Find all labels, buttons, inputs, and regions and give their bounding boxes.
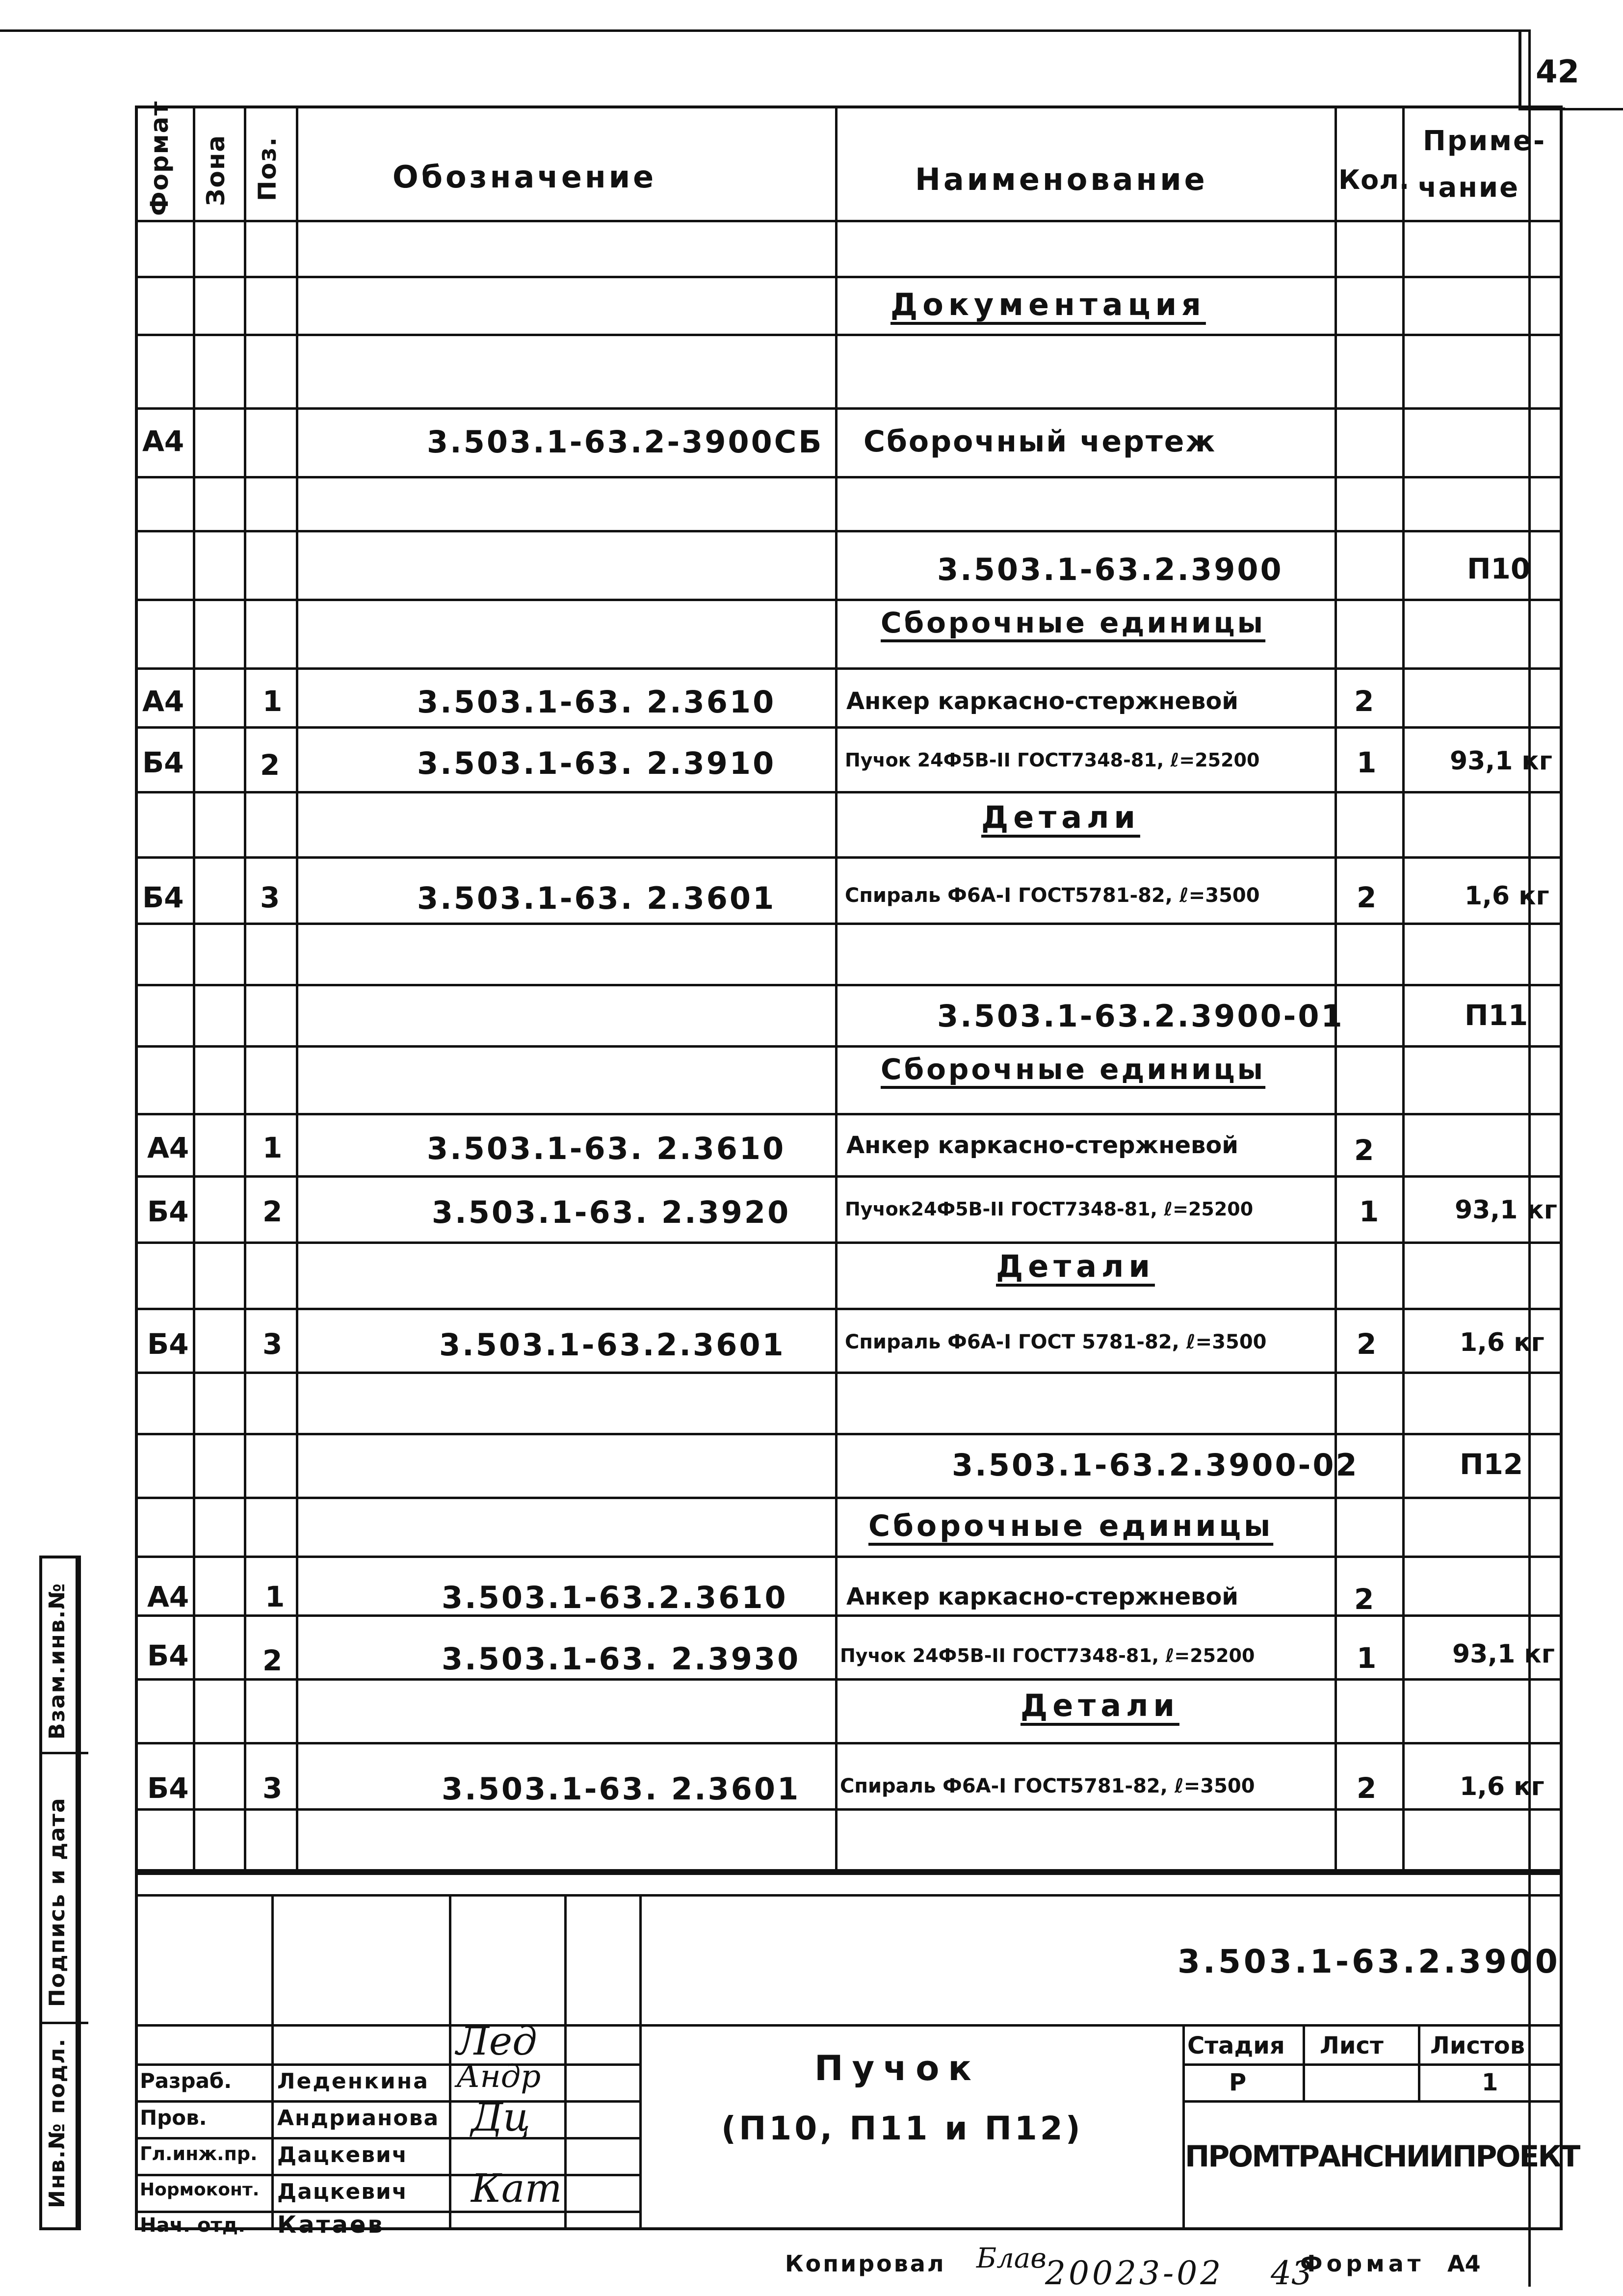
col-pos-header: Поз. <box>253 136 282 201</box>
col-designation-header: Обозначение <box>393 159 657 195</box>
name-1: Леденкина <box>277 2069 429 2094</box>
r4-format: А4 <box>147 1131 189 1164</box>
r2-qty: 1 <box>1357 746 1377 779</box>
sign-2: Андр <box>456 2058 541 2095</box>
variant-p10-note: П10 <box>1467 552 1531 585</box>
format-value: А4 <box>1447 2250 1481 2277</box>
sheets-value: 1 <box>1482 2069 1498 2096</box>
r9-designation: 3.503.1-63. 2.3601 <box>442 1771 801 1807</box>
name-3: Дацкевич <box>277 2142 408 2167</box>
role-4: Нормоконт. <box>140 2180 260 2200</box>
r5-format: Б4 <box>147 1195 189 1228</box>
variant-p11-note: П11 <box>1465 999 1528 1032</box>
role-2: Пров. <box>140 2106 207 2130</box>
section-assembly-1: Сборочные единицы <box>881 606 1266 639</box>
r8-note: 93,1 кг <box>1452 1639 1555 1669</box>
margin-sign-date: Подпись и дата <box>45 1797 70 2007</box>
r6-name: Спираль Ф6А-I ГОСТ 5781-82, ℓ=3500 <box>845 1331 1267 1353</box>
r4-qty: 2 <box>1354 1134 1374 1167</box>
section-assembly-3: Сборочные единицы <box>868 1509 1274 1543</box>
name-5: Катаев <box>277 2211 385 2239</box>
r8-name: Пучок 24Ф5В-II ГОСТ7348-81, ℓ=25200 <box>840 1645 1255 1666</box>
title-line-1: Пучок <box>814 2048 980 2088</box>
r1-designation: 3.503.1-63. 2.3610 <box>417 684 776 720</box>
row-doc-name: Сборочный чертеж <box>864 424 1217 459</box>
variant-p12-note: П12 <box>1460 1448 1523 1481</box>
col-note-header-1: Приме- <box>1423 125 1546 157</box>
sign-3: Дц <box>471 2094 530 2140</box>
r1-pos: 1 <box>262 685 283 718</box>
r9-qty: 2 <box>1357 1771 1377 1805</box>
copied-label: Копировал <box>785 2250 946 2277</box>
r9-format: Б4 <box>147 1771 189 1805</box>
r9-pos: 3 <box>262 1771 283 1805</box>
row-doc-format: А4 <box>142 424 184 458</box>
col-zone-header: Зона <box>202 134 230 206</box>
section-assembly-2: Сборочные единицы <box>881 1053 1266 1086</box>
role-1: Разраб. <box>140 2069 232 2093</box>
r5-name: Пучок24Ф5В-II ГОСТ7348-81, ℓ=25200 <box>845 1198 1254 1220</box>
r1-format: А4 <box>142 685 184 718</box>
r6-note: 1,6 кг <box>1460 1328 1544 1357</box>
format-label: Формат <box>1300 2250 1425 2277</box>
sheet-label: Лист <box>1320 2032 1384 2059</box>
r2-name: Пучок 24Ф5В-II ГОСТ7348-81, ℓ=25200 <box>845 749 1260 771</box>
r3-designation: 3.503.1-63. 2.3601 <box>417 880 776 916</box>
r3-name: Спираль Ф6А-I ГОСТ5781-82, ℓ=3500 <box>845 884 1260 907</box>
r6-pos: 3 <box>262 1327 283 1361</box>
col-qty-header: Кол. <box>1338 164 1410 195</box>
stage-label: Стадия <box>1187 2032 1285 2059</box>
name-4: Дацкевич <box>277 2179 408 2204</box>
col-name-header: Наименование <box>915 161 1208 197</box>
r3-note: 1,6 кг <box>1465 881 1549 911</box>
org-name: ПРОМТРАНСНИИПРОЕКТ <box>1185 2139 1579 2174</box>
r6-designation: 3.503.1-63.2.3601 <box>439 1327 785 1363</box>
variant-p12-code: 3.503.1-63.2.3900-02 <box>952 1447 1359 1483</box>
r8-designation: 3.503.1-63. 2.3930 <box>442 1641 801 1677</box>
stage-value: Р <box>1229 2069 1247 2096</box>
archive-sheet: 43 <box>1271 2254 1312 2292</box>
name-2: Андрианова <box>277 2106 440 2131</box>
section-details-3: Детали <box>1021 1688 1179 1723</box>
col-format-header: Формат <box>145 100 174 216</box>
title-doc-code: 3.503.1-63.2.3900 <box>1178 1943 1561 1980</box>
r8-qty: 1 <box>1357 1641 1377 1675</box>
r9-name: Спираль Ф6А-I ГОСТ5781-82, ℓ=3500 <box>840 1775 1255 1797</box>
r4-pos: 1 <box>262 1131 283 1164</box>
r6-qty: 2 <box>1357 1327 1377 1361</box>
r4-name: Анкер каркасно-стержневой <box>846 1132 1238 1159</box>
section-details-2: Детали <box>996 1248 1155 1284</box>
row-doc-designation: 3.503.1-63.2-3900СБ <box>427 424 824 460</box>
section-details-1: Детали <box>981 799 1140 835</box>
r5-qty: 1 <box>1359 1195 1379 1228</box>
r7-format: А4 <box>147 1580 189 1613</box>
sign-5: Кат <box>471 2165 562 2211</box>
r8-pos: 2 <box>262 1644 283 1677</box>
variant-p10-code: 3.503.1-63.2.3900 <box>937 552 1283 587</box>
variant-p11-code: 3.503.1-63.2.3900-01 <box>937 998 1344 1034</box>
title-line-2: (П10, П11 и П12) <box>721 2110 1083 2147</box>
r7-pos: 1 <box>265 1580 285 1613</box>
col-note-header-2: чание <box>1418 172 1520 204</box>
r5-designation: 3.503.1-63. 2.3920 <box>432 1194 791 1230</box>
r3-pos: 3 <box>260 881 280 914</box>
margin-vzam: Взам.инв.№ <box>45 1582 70 1740</box>
r1-name: Анкер каркасно-стержневой <box>846 687 1238 715</box>
role-5: Нач. отд. <box>140 2214 246 2237</box>
r2-note: 93,1 кг <box>1450 746 1552 776</box>
r8-format: Б4 <box>147 1639 189 1672</box>
r1-qty: 2 <box>1354 685 1374 718</box>
copied-sign: Блав <box>976 2243 1047 2274</box>
r2-pos: 2 <box>260 748 280 782</box>
role-3: Гл.инж.пр. <box>140 2143 258 2164</box>
r5-note: 93,1 кг <box>1455 1195 1557 1225</box>
r4-designation: 3.503.1-63. 2.3610 <box>427 1131 786 1166</box>
r7-name: Анкер каркасно-стержневой <box>846 1583 1238 1610</box>
sheets-label: Листов <box>1430 2032 1525 2059</box>
archive-number: 20023-02 <box>1045 2254 1224 2292</box>
r6-format: Б4 <box>147 1327 189 1361</box>
r3-qty: 2 <box>1357 881 1377 914</box>
r2-format: Б4 <box>142 746 184 779</box>
page-number: 42 <box>1536 54 1580 90</box>
sign-1: Лед <box>456 2018 537 2064</box>
r7-qty: 2 <box>1354 1583 1374 1616</box>
r2-designation: 3.503.1-63. 2.3910 <box>417 745 776 781</box>
margin-inv-orig: Инв.№ подл. <box>45 2037 70 2208</box>
section-documentation: Документация <box>890 287 1206 322</box>
r9-note: 1,6 кг <box>1460 1772 1544 1801</box>
r3-format: Б4 <box>142 881 184 914</box>
r7-designation: 3.503.1-63.2.3610 <box>442 1580 788 1615</box>
r5-pos: 2 <box>262 1195 283 1228</box>
